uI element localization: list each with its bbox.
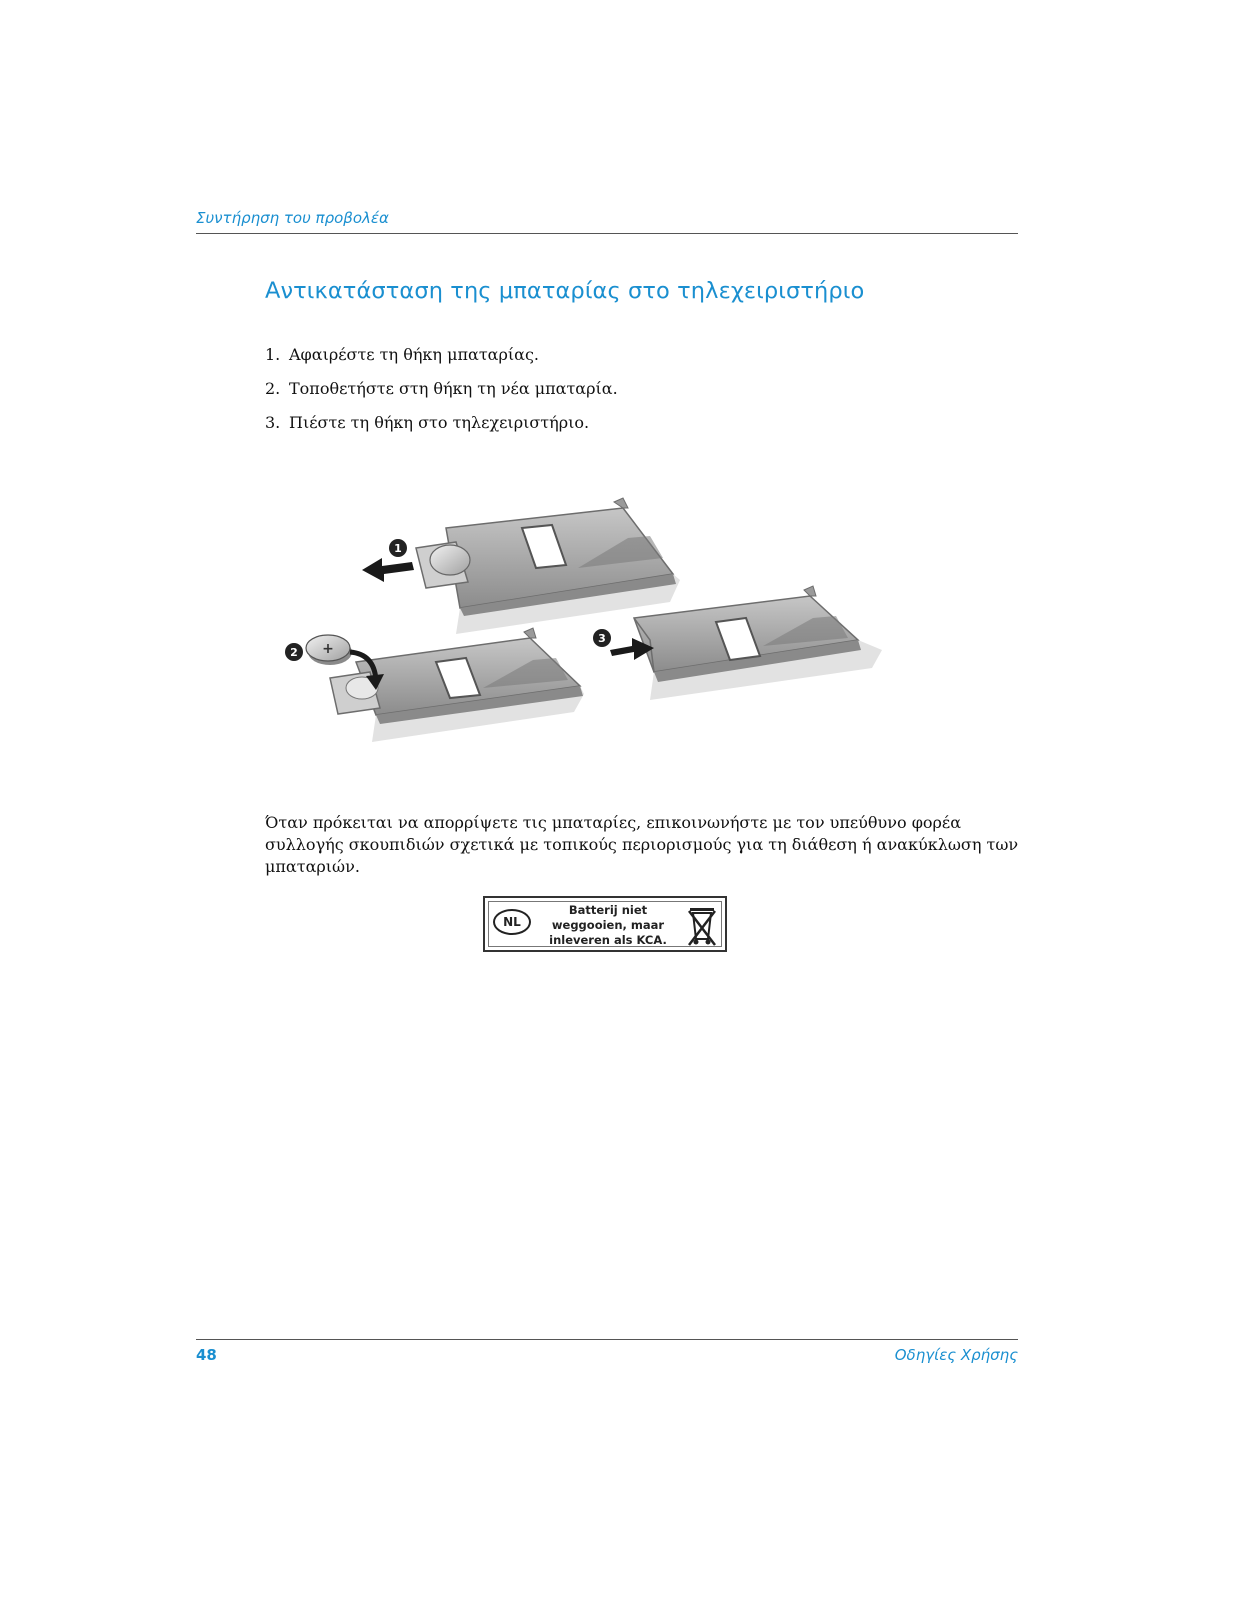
- step-number: 2.: [265, 379, 281, 398]
- steps-list: [265, 344, 618, 446]
- recycling-label-line: inleveren als KCA.: [549, 933, 667, 947]
- step-item: [265, 344, 618, 378]
- battery-plus-sign: +: [322, 641, 334, 657]
- callout-label: 1: [394, 542, 402, 555]
- callout-2: [285, 643, 303, 661]
- battery-replacement-illustration: [278, 490, 898, 760]
- page-number: 48: [196, 1346, 217, 1364]
- remote-control-icon: [446, 498, 680, 634]
- callout-3: [593, 629, 611, 647]
- recycling-label-line: Batterij niet: [568, 903, 648, 917]
- step-item: [265, 378, 618, 412]
- crossed-bin-icon: [687, 905, 717, 947]
- callout-1: [389, 539, 407, 557]
- step-number: 3.: [265, 413, 281, 432]
- arrow-icon: [362, 558, 414, 582]
- recycling-label: [483, 896, 727, 952]
- step-text: Τοποθετήστε στη θήκη τη νέα μπαταρία.: [289, 379, 618, 398]
- step-number: 1.: [265, 345, 281, 364]
- remote-control-icon: [634, 586, 882, 700]
- country-badge: NL: [493, 909, 531, 935]
- remote-control-icon: [356, 628, 584, 742]
- callout-label: 2: [290, 646, 298, 659]
- step-item: [265, 412, 618, 446]
- step-text: Αφαιρέστε τη θήκη μπαταρίας.: [289, 345, 539, 364]
- document-title: Οδηγίες Χρήσης: [894, 1346, 1018, 1364]
- recycling-label-frame: [488, 901, 722, 947]
- recycling-label-text: [533, 903, 683, 948]
- step-text: Πιέστε τη θήκη στο τηλεχειριστήριο.: [289, 413, 590, 432]
- header-rule: [196, 233, 1018, 234]
- callout-label: 3: [598, 632, 606, 645]
- page-heading: Αντικατάσταση της μπαταρίας στο τηλεχειριστήριο: [265, 278, 865, 304]
- disposal-note: Όταν πρόκειται να απορρίψετε τις μπαταρίες, επικοινωνήστε με τον υπεύθυνο φορέα συλλογής σκουπιδιών σχετικά με τοπικούς περιορισμούς για τη διάθεση ή ανακύκλωση των μπαταριών.: [265, 813, 1019, 876]
- coin-battery-icon: [306, 635, 352, 665]
- recycling-label-line: weggooien, maar: [551, 918, 665, 932]
- footer-rule: [196, 1339, 1018, 1340]
- running-header: Συντήρηση του προβολέα: [196, 209, 389, 227]
- battery-tray: [416, 542, 470, 588]
